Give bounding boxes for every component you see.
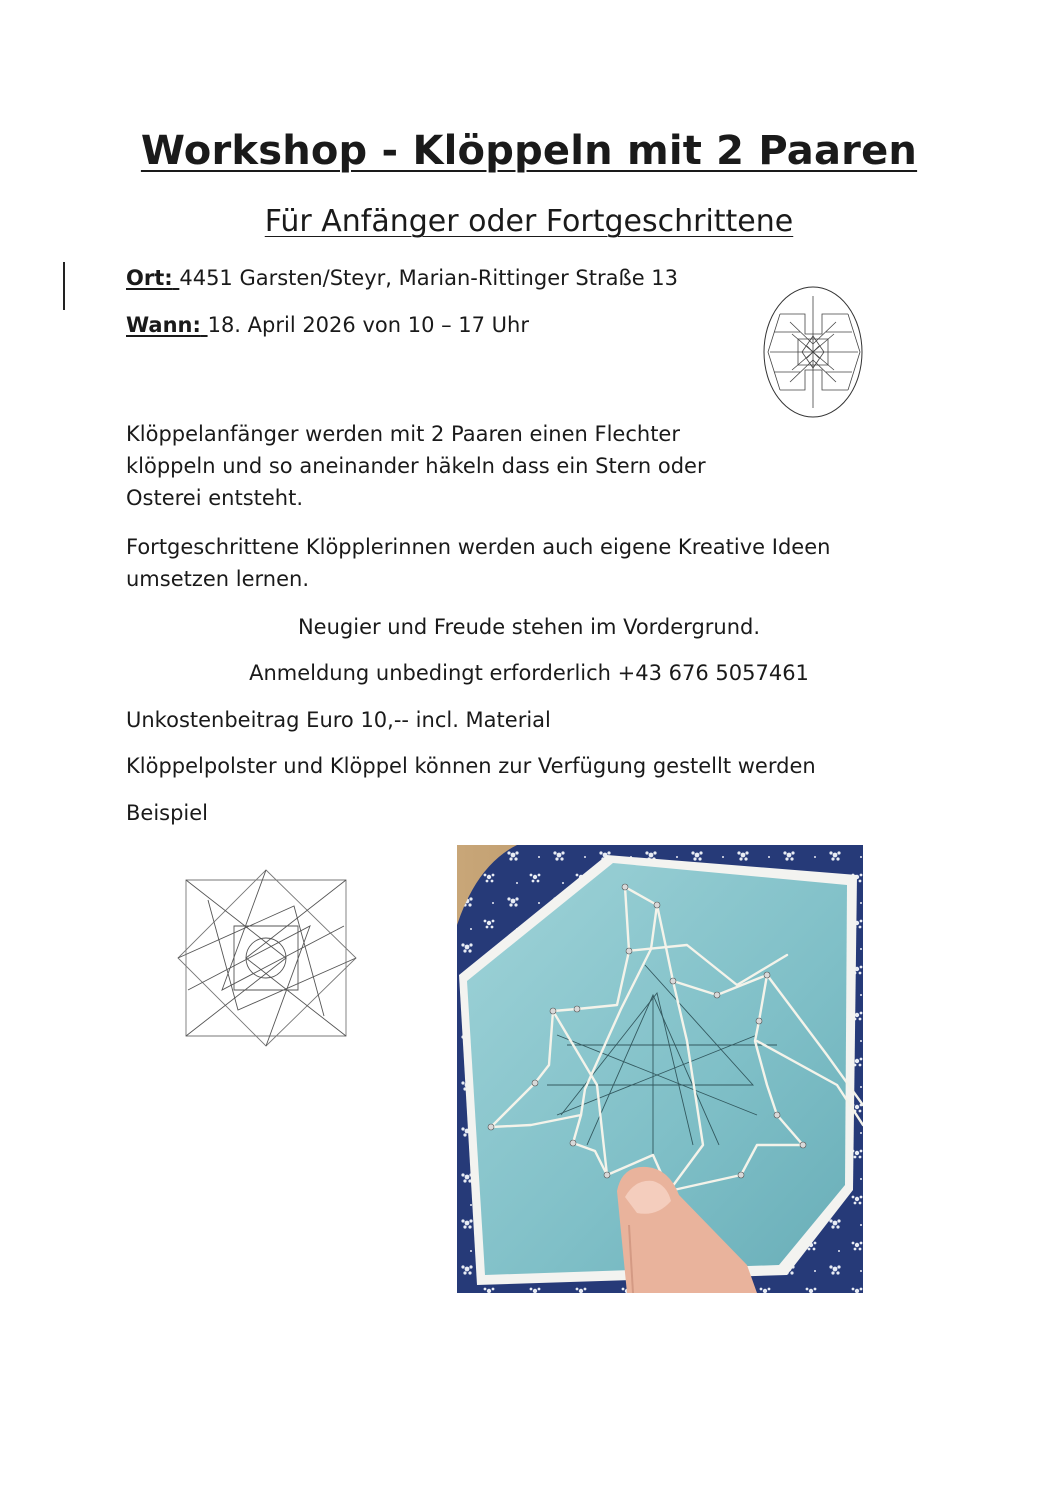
- page-subtitle: Für Anfänger oder Fortgeschrittene: [264, 204, 794, 239]
- date-line: [126, 309, 529, 342]
- paragraph-line: Osterei entsteht.: [126, 486, 304, 510]
- location-label: Ort:: [126, 266, 173, 290]
- text-cursor: [63, 262, 65, 310]
- easter-egg-pattern-image: [760, 284, 870, 422]
- paragraph-line: umsetzen lernen.: [126, 567, 310, 591]
- registration-line: Anmeldung unbedingt erforderlich +43 676 5057461: [249, 661, 809, 685]
- date-label: Wann:: [126, 313, 201, 337]
- example-label: Beispiel: [126, 801, 209, 825]
- paragraph-line: Fortgeschrittene Klöpplerinnen werden auch eigene Kreative Ideen: [126, 535, 831, 559]
- date-value: 18. April 2026 von 10 – 17 Uhr: [207, 313, 529, 337]
- paragraph-line: Klöppelanfänger werden mit 2 Paaren einen Flechter: [126, 422, 680, 446]
- equipment-line: Klöppelpolster und Klöppel können zur Verfügung gestellt werden: [126, 754, 816, 778]
- location-value: 4451 Garsten/Steyr, Marian-Rittinger Straße 13: [179, 266, 679, 290]
- example-photo: [457, 845, 863, 1293]
- cost-line: Unkostenbeitrag Euro 10,-- incl. Material: [126, 708, 551, 732]
- location-line: [126, 262, 678, 295]
- star-pattern-image: [174, 866, 360, 1050]
- paragraph-beginners: [126, 418, 706, 514]
- page-title: Workshop - Klöppeln mit 2 Paaren: [140, 128, 918, 174]
- paragraph-line: klöppeln und so aneinander häkeln dass ein Stern oder: [126, 454, 706, 478]
- motto-line: Neugier und Freude stehen im Vordergrund.: [297, 615, 761, 639]
- paragraph-advanced: [126, 531, 830, 595]
